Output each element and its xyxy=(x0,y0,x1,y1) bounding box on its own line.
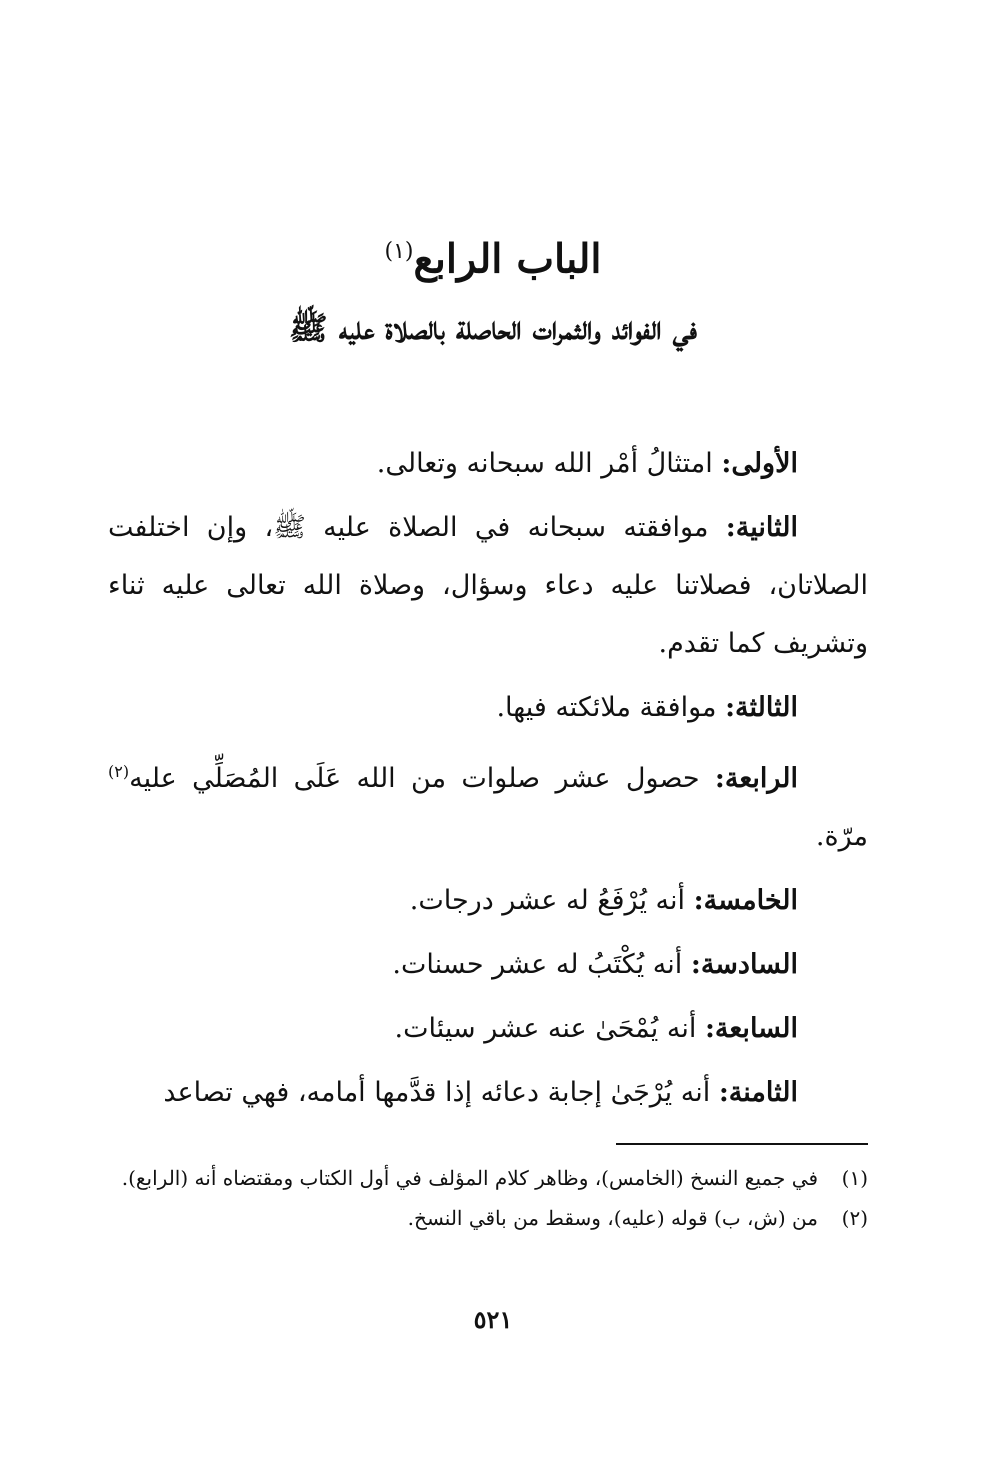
chapter-subtitle: في الفوائد والثمرات الحاصلة بالصلاة عليه ﷺ xyxy=(289,309,697,347)
footnote-number: (١) xyxy=(841,1166,868,1190)
footnote-item xyxy=(108,1160,868,1196)
footnote-item xyxy=(108,1200,868,1236)
paragraph-text: أنه يُرْفَعُ له عشر درجات. xyxy=(409,885,694,916)
paragraph-text: موافقته سبحانه في الصلاة عليه ﷺ، وإن اختلفت الصلاتان، فصلاتنا عليه دعاء وسؤال، وصلاة الله تعالى عليه ثناء وتشريف كما تقدم. xyxy=(108,512,868,659)
paragraph-sixth xyxy=(108,936,868,994)
footnotes xyxy=(108,1160,868,1240)
chapter-title xyxy=(0,222,986,289)
paragraph-second xyxy=(108,499,868,673)
chapter-title-footnote-ref: (١) xyxy=(384,239,414,264)
chapter-title-text: الباب الرابع xyxy=(413,235,602,283)
paragraph-lead: السادسة: xyxy=(690,949,798,980)
paragraph-lead: السابعة: xyxy=(704,1013,798,1044)
paragraph-lead: الثالثة: xyxy=(725,692,798,723)
paragraph-text: أنه يُكْتَبُ له عشر حسنات. xyxy=(392,949,691,980)
paragraph-text: أنه يُمْحَىٰ عنه عشر سيئات. xyxy=(394,1013,705,1044)
paragraph-lead: الأولى: xyxy=(721,448,798,479)
footnote-ref: (٢) xyxy=(108,762,130,781)
page-number: ٥٢١ xyxy=(473,1305,513,1334)
paragraph-text-continued: مرّة. xyxy=(815,821,868,852)
paragraph-text: أنه يُرْجَىٰ إجابة دعائه إذا قدَّمها أمامه، فهي تصاعد xyxy=(163,1077,719,1108)
paragraph-text: امتثالُ أمْر الله سبحانه وتعالى. xyxy=(376,448,722,479)
footnote-divider xyxy=(616,1143,868,1145)
footnote-text: من (ش، ب) قوله (عليه)، وسقط من باقي النسخ. xyxy=(407,1206,818,1230)
paragraph-seventh xyxy=(108,1000,868,1058)
paragraph-fifth xyxy=(108,872,868,930)
paragraph-text: موافقة ملائكته فيها. xyxy=(496,692,726,723)
paragraph-text: حصول عشر صلوات من الله عَلَى المُصَلِّي عليه xyxy=(129,763,715,794)
paragraph-lead: الخامسة: xyxy=(693,885,798,916)
paragraph-lead: الثامنة: xyxy=(718,1077,798,1108)
paragraph-lead: الثانية: xyxy=(725,512,798,543)
footnote-number: (٢) xyxy=(841,1206,868,1230)
body-text xyxy=(108,435,868,1128)
paragraph-fourth xyxy=(108,743,868,866)
paragraph-first xyxy=(108,435,868,493)
footnote-text: في جميع النسخ (الخامس)، وظاهر كلام المؤلف في أول الكتاب ومقتضاه أنه (الرابع). xyxy=(121,1166,818,1190)
paragraph-third xyxy=(108,679,868,737)
paragraph-eighth xyxy=(108,1064,868,1122)
paragraph-lead: الرابعة: xyxy=(714,763,798,794)
